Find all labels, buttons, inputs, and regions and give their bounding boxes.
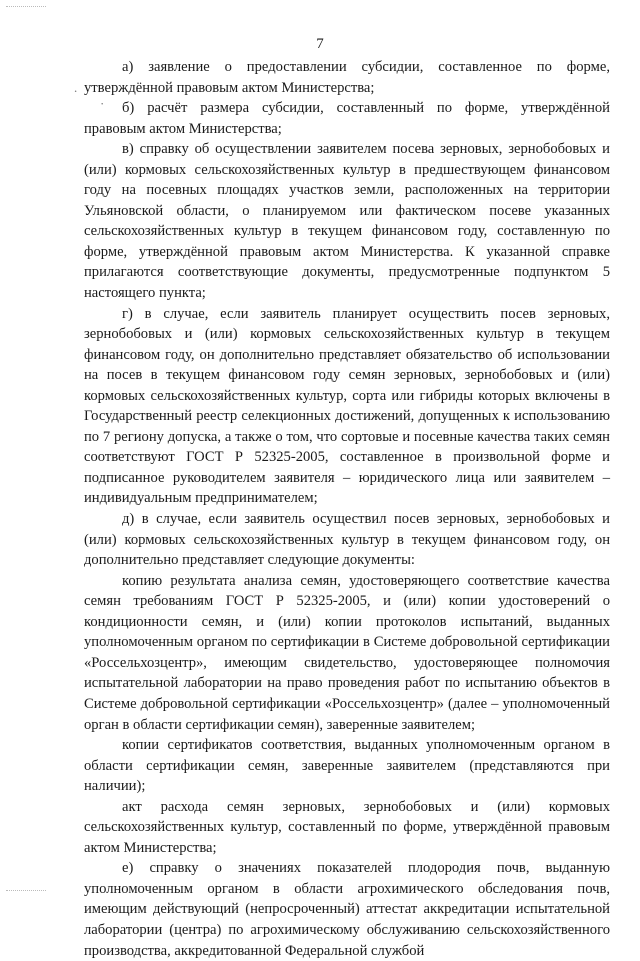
scan-edge-mark-bottom [6, 890, 46, 897]
paragraph-g: г) в случае, если заявитель планирует осуществить посев зерновых, зернобобовых и (или) кормовых сельскохозяйственных культур в текущем финансовом году, он дополнительно представляет обязательство об использовании на посев в текущем финансовом году семян зерновых, зернобобовых и (или) кормовых сельскохозяйственных культур, сорта или гибриды которых включены в Государственный реестр селекционных достижений, допущенных к использованию по 7 региону допуска, а также о том, что сортовые и посевные качества таких семян соответствуют ГОСТ Р 52325-2005, составленное в произвольной форме и подписанное руководителем заявителя – юридического лица или заявителем – индивидуальным предпринимателем; [84, 305, 610, 507]
paragraph-a: а) заявление о предоставлении субсидии, составленное по форме, утверждённой правовым актом Министерства; [84, 59, 610, 96]
paragraph-v: в) справку об осуществлении заявителем посева зерновых, зернобобовых и (или) кормовых сельскохозяйственных культур в предшествующем финансовом году на посевных площадях участков земли, расположенных на территории Ульяновской области, о планируемом или фактическом посеве указанных сельскохозяйственных культур в текущем финансовом году, составленную по форме, утверждённой правовым актом Министерства. К указанной справке прилагаются соответствующие документы, предусмотренные подпунктом 5 настоящего пункта; [84, 141, 610, 302]
margin-dot-mark: . [74, 80, 78, 95]
paragraph-d-item-3: акт расхода семян зерновых, зернобобовых и (или) кормовых сельскохозяйственных культур, составленный по форме, утверждённой правовым актом Министерства; [84, 798, 610, 856]
page-number: 7 [316, 36, 324, 52]
paragraph-e: е) справку о значениях показателей плодородия почв, выданную уполномоченным органом в области агрохимического обследования почв, имеющим действующий (непросроченный) аттестат аккредитации испытательной лаборатории (центра) по агрохимическому обслуживанию сельскохозяйственного производства, аккредитованной Федеральной службой [84, 860, 610, 959]
paragraph-b: б) расчёт размера субсидии, составленный по форме, утверждённой правовым актом Министерства; [84, 100, 610, 137]
paragraph-d: д) в случае, если заявитель осуществил посев зерновых, зернобобовых и (или) кормовых сельскохозяйственных культур в текущем финансовом году, он дополнительно представляет следующие документы: [84, 511, 610, 569]
margin-dot-mark: · [100, 96, 105, 111]
document-body [84, 57, 610, 961]
paragraph-d-item-1: копию результата анализа семян, удостоверяющего соответствие качества семян требованиям ГОСТ Р 52325-2005, и (или) копии удостоверений о кондиционности семян, и (или) копии протоколов испытаний, выданных уполномоченным органом по сертификации в Системе добровольной сертификации «Россельхозцентр», имеющим свидетельство, удостоверяющее полномочия испытательной лаборатории на право проведения работ по испытанию объектов в Системе добровольной сертификации «Россельхозцентр» (далее – уполномоченный орган в области сертификации семян), заверенные заявителем; [84, 572, 610, 733]
paragraph-d-item-2: копии сертификатов соответствия, выданных уполномоченным органом в области сертификации семян, заверенные заявителем (представляются при наличии); [84, 737, 610, 795]
scan-edge-mark-top [6, 6, 46, 13]
